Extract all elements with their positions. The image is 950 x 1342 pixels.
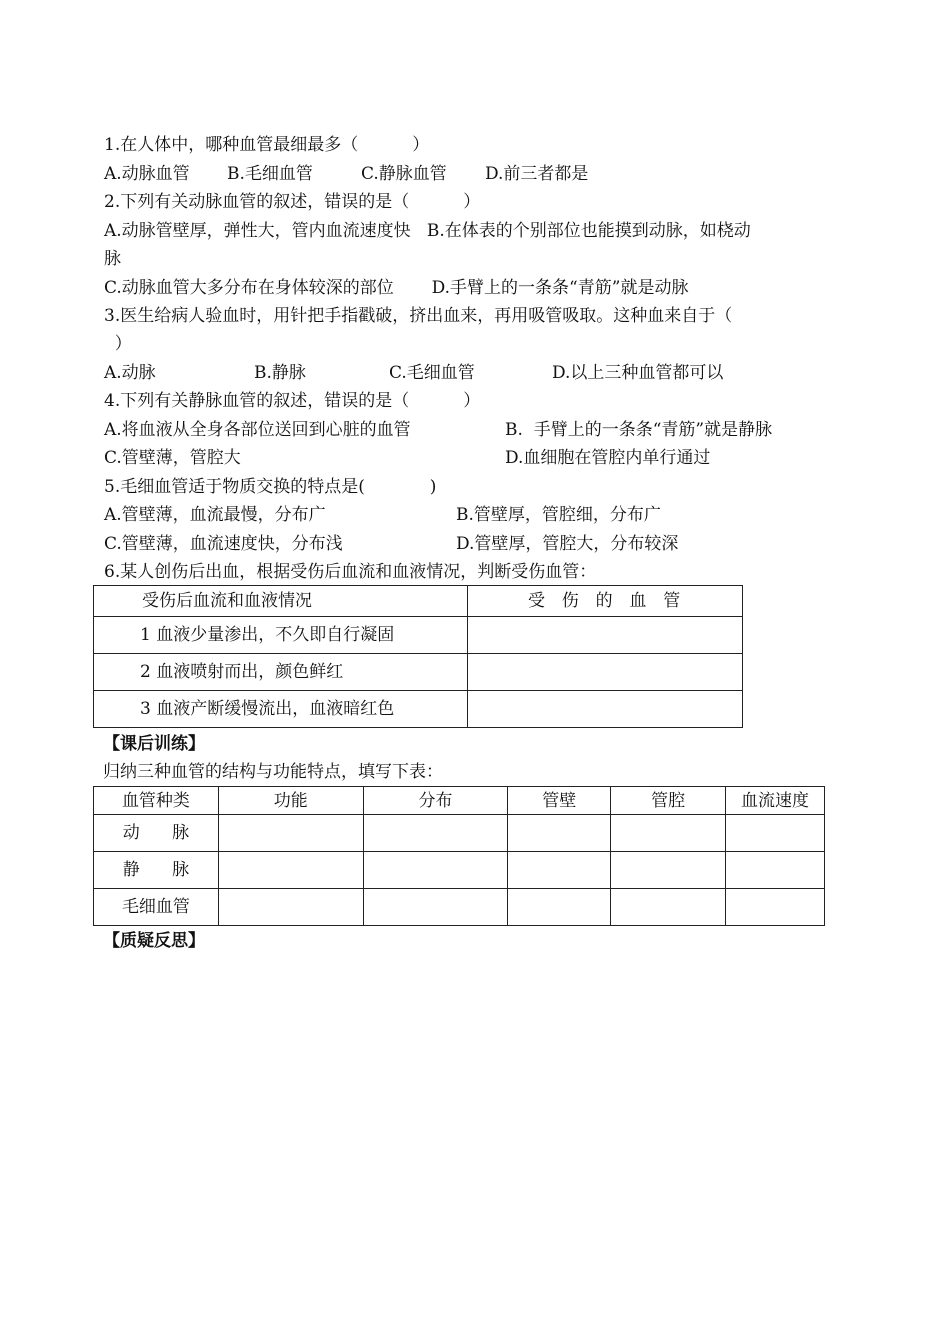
- answer-cell[interactable]: [363, 815, 508, 852]
- q6-table: [93, 585, 743, 728]
- q6-row-2-condition: 2 血液喷射而出，颜色鲜红: [94, 654, 468, 691]
- table-row: [94, 889, 825, 926]
- answer-cell[interactable]: [218, 815, 363, 852]
- q4-option-d: D.血细胞在管腔内单行通过: [505, 448, 711, 468]
- answer-cell[interactable]: [726, 815, 825, 852]
- q6-row-2-answer-cell[interactable]: [468, 654, 743, 691]
- header-function: 功能: [218, 787, 363, 815]
- q5-option-d: D.管壁厚，管腔大，分布较深: [456, 534, 679, 554]
- q6-stem: 6.某人创伤后出血，根据受伤后血流和血液情况，判断受伤血管：: [104, 562, 597, 582]
- answer-cell[interactable]: [508, 852, 611, 889]
- q3-stem: 3.医生给病人验血时，用针把手指戳破，挤出血来，再用吸管吸取。这种血来自于（: [104, 306, 733, 326]
- table-row: [94, 691, 743, 728]
- header-wall: 管壁: [508, 787, 611, 815]
- q6-header-condition: 受伤后血流和血液情况: [94, 586, 468, 617]
- reflection-heading: 【质疑反思】: [103, 931, 205, 951]
- header-flow-speed: 血流速度: [726, 787, 825, 815]
- q2-stem: 2.下列有关动脉血管的叙述，错误的是（ ）: [104, 192, 481, 212]
- answer-cell[interactable]: [508, 815, 611, 852]
- q1-option-a: A.动脉血管: [104, 164, 190, 184]
- table-row: [94, 815, 825, 852]
- row-vein-label: 静 脉: [94, 852, 219, 889]
- after-class-instruction: 归纳三种血管的结构与功能特点，填写下表：: [103, 762, 443, 782]
- q2-options-ab: A.动脉管壁厚，弹性大，管内血流速度快 B.在体表的个别部位也能摸到动脉，如桡动: [104, 221, 751, 241]
- answer-cell[interactable]: [218, 889, 363, 926]
- header-distribution: 分布: [363, 787, 508, 815]
- answer-cell[interactable]: [611, 852, 726, 889]
- q4-stem: 4.下列有关静脉血管的叙述，错误的是（ ）: [104, 391, 481, 411]
- q2-options-ab-cont: 脉: [104, 249, 121, 269]
- header-vessel-type: 血管种类: [94, 787, 219, 815]
- answer-cell[interactable]: [611, 889, 726, 926]
- q3-option-d: D.以上三种血管都可以: [552, 363, 724, 383]
- header-lumen: 管腔: [611, 787, 726, 815]
- table-row: [94, 852, 825, 889]
- q6-table-header: [94, 586, 743, 617]
- table-row: [94, 617, 743, 654]
- row-artery-label: 动 脉: [94, 815, 219, 852]
- q6-row-1-answer-cell[interactable]: [468, 617, 743, 654]
- answer-cell[interactable]: [611, 815, 726, 852]
- after-class-heading: 【课后训练】: [103, 734, 205, 754]
- answer-cell[interactable]: [363, 852, 508, 889]
- table-row: [94, 654, 743, 691]
- answer-cell[interactable]: [218, 852, 363, 889]
- q2-options-cd: C.动脉血管大多分布在身体较深的部位 D.手臂上的一条条“青筋”就是动脉: [104, 278, 689, 298]
- q5-option-c: C.管壁薄，血流速度快，分布浅: [104, 534, 343, 554]
- q1-option-c: C.静脉血管: [361, 164, 447, 184]
- q4-option-a: A.将血液从全身各部位送回到心脏的血管: [104, 420, 411, 440]
- answer-cell[interactable]: [726, 852, 825, 889]
- q6-row-3-condition: 3 血液产断缓慢流出，血液暗红色: [94, 691, 468, 728]
- q3-option-c: C.毛细血管: [389, 363, 475, 383]
- vessel-summary-header: [94, 787, 825, 815]
- q1-stem: 1.在人体中，哪种血管最细最多（ ）: [104, 135, 430, 155]
- q4-option-c: C.管壁薄，管腔大: [104, 448, 241, 468]
- q6-header-vessel: 受 伤 的 血 管: [468, 586, 743, 617]
- q6-row-1-condition: 1 血液少量渗出，不久即自行凝固: [94, 617, 468, 654]
- answer-cell[interactable]: [363, 889, 508, 926]
- q3-option-b: B.静脉: [254, 363, 306, 383]
- q1-option-b: B.毛细血管: [227, 164, 313, 184]
- answer-cell[interactable]: [726, 889, 825, 926]
- q5-option-b: B.管壁厚，管腔细，分布广: [456, 505, 661, 525]
- q1-option-d: D.前三者都是: [485, 164, 589, 184]
- vessel-summary-table: [93, 786, 825, 926]
- q5-stem: 5.毛细血管适于物质交换的特点是( ): [104, 477, 437, 497]
- q3-option-a: A.动脉: [104, 363, 156, 383]
- q5-option-a: A.管壁薄，血流最慢，分布广: [104, 505, 326, 525]
- q4-option-b: B. 手臂上的一条条“青筋”就是静脉: [505, 420, 773, 440]
- q3-stem-cont: ）: [104, 334, 132, 354]
- answer-cell[interactable]: [508, 889, 611, 926]
- q6-row-3-answer-cell[interactable]: [468, 691, 743, 728]
- row-capillary-label: 毛细血管: [94, 889, 219, 926]
